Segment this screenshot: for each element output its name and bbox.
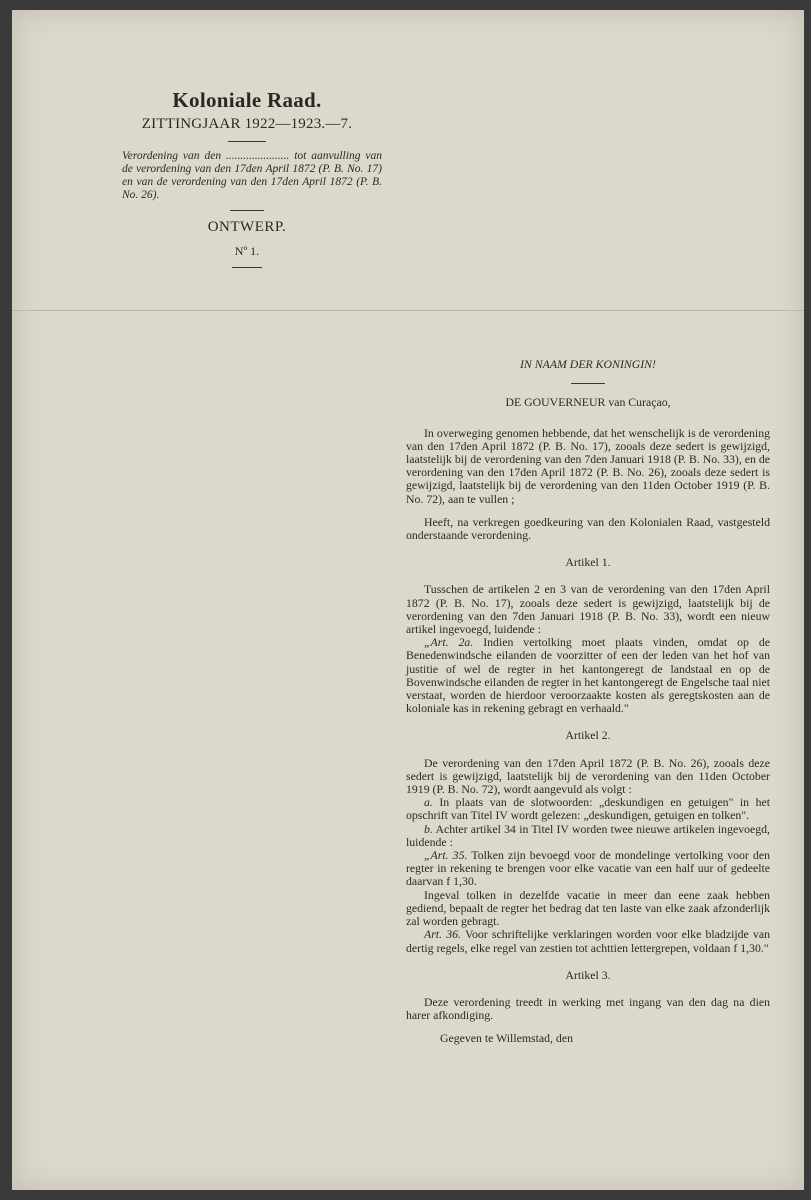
document-header bbox=[112, 88, 382, 276]
article-35-text bbox=[406, 849, 770, 889]
article-36-label: Art. 36. bbox=[424, 927, 461, 942]
item-a-body: In plaats van de slotwoorden: „deskundigen en getuigen" in het opschrift van Titel IV wordt gelezen: „deskundigen, getuigen en tolken". bbox=[406, 795, 770, 823]
article-36-body: Voor schriftelijke verklaringen worden voor elke bladzijde van dertig regels, elke regel van zestien tot achttien lettergrepen, voldaan f 1,30." bbox=[406, 927, 770, 955]
article-1-heading: Artikel 1. bbox=[565, 555, 611, 570]
closing-line: Gegeven te Willemstad, den bbox=[440, 1031, 573, 1046]
article-2-item-a bbox=[406, 796, 770, 822]
governor-line: DE GOUVERNEUR van Curaçao, bbox=[505, 394, 671, 409]
article-2-paragraph: De verordening van den 17den April 1872 (P. B. No. 26), zooals deze sedert is gewijzigd, laatstelijk bij de verordening van den 11den October 1919 (P. B. No. 72), wordt aangevuld als volgt : bbox=[406, 755, 770, 797]
session-year: ZITTINGJAAR 1922—1923.—7. bbox=[141, 116, 353, 132]
invocation: IN NAAM DER KONINGIN! bbox=[520, 356, 656, 371]
article-35-second-paragraph: Ingeval tolken in dezelfde vacatie in meer dan eene zaak hebben gediend, bepaalt de regter het bedrag dat ten laste van elke zaak afzonderlijk zal worden gebragt. bbox=[406, 887, 770, 929]
article-1-paragraph: Tusschen de artikelen 2 en 3 van de verordening van den 17den April 1872 (P. B. No. 17), zooals deze sedert is gewijzigd, laatstelijk bij de verordening van den 7den Januari 1918 (P. B. No. 33), wordt een nieuw artikel ingevoegd, luidende : bbox=[406, 582, 770, 637]
draft-label: ONTWERP. bbox=[207, 219, 287, 235]
document-number: Nº 1. bbox=[234, 244, 260, 258]
ordinance-summary: Verordening van den ...................... tot aanvulling van de verordening van den 17den April 1872 (P. B. No. 17) en van de verordening van den 17den April 1872 (P. B. No. 26). bbox=[122, 150, 382, 201]
article-2a-text bbox=[406, 636, 770, 715]
council-title: Koloniale Raad. bbox=[172, 88, 322, 112]
article-2-heading: Artikel 2. bbox=[565, 728, 611, 743]
document-page bbox=[12, 10, 804, 1190]
article-2a-label: „Art. 2a. bbox=[424, 635, 474, 650]
ordinance-body bbox=[406, 346, 770, 1046]
divider bbox=[230, 210, 264, 211]
article-36-text bbox=[406, 928, 770, 954]
article-2a-body: Indien vertolking moet plaats vinden, omdat op de Benedenwindsche eilanden de voorzitter of een der leden van het hof van justitie of wel de regter in het kantongeregt de landstaal en op de Bovenwindsche eilanden de regter in het kantongeregt de Engelsche taal niet verstaat, worden de hierdoor veroorzaakte kosten als geregtskosten aan de koloniale kas in rekening gebragt en verhaald." bbox=[406, 635, 771, 716]
item-b-body: Achter artikel 34 in Titel IV worden twee nieuwe artikelen ingevoegd, luidende : bbox=[406, 821, 770, 849]
fold-line bbox=[12, 310, 804, 311]
article-3-heading: Artikel 3. bbox=[565, 967, 611, 982]
article-35-body: Tolken zijn bevoegd voor de mondelinge vertolking voor den regter in rekening te brengen voor elke vacatie van een half uur of gedeelte daarvan f 1,30. bbox=[406, 848, 770, 889]
divider bbox=[232, 267, 262, 268]
preamble: In overweging genomen hebbende, dat het wenschelijk is de verordening van den 17den April 1872 (P. B. No. 17), zooals deze sedert is gewijzigd, laatstelijk bij de verordening van den 7den Januari 1918 (P. B. No. 33), en de verordening van den 17den April 1872 (P. B. No. 26), zooals deze sedert is gewijzigd, laatstelijk bij de verordening van den 11den October 1919 (P. B. No. 72), aan te vullen ; bbox=[406, 425, 770, 506]
enactment-clause: Heeft, na verkregen goedkeuring van den Kolonialen Raad, vastgesteld onderstaande verordening. bbox=[406, 514, 770, 543]
article-35-label: „Art. 35. bbox=[424, 848, 468, 863]
item-b-label: b. bbox=[424, 821, 433, 836]
item-a-label: a. bbox=[424, 795, 433, 810]
divider bbox=[571, 383, 605, 384]
article-2-item-b bbox=[406, 823, 770, 849]
divider bbox=[228, 141, 266, 142]
article-3-paragraph: Deze verordening treedt in werking met ingang van den dag na dien harer afkondiging. bbox=[406, 994, 770, 1023]
